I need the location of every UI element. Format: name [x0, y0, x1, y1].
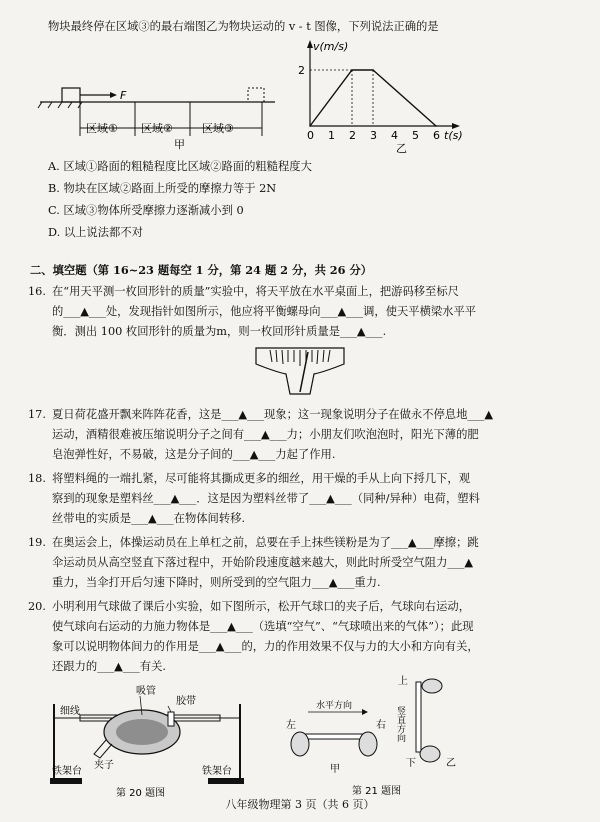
straw-label: 吸管	[136, 686, 156, 697]
figure-q21	[282, 672, 462, 796]
question-15-intro: 物块最终停在区域③的最右端图乙为物块运动的 v - t 图像，下列说法正确的是	[48, 20, 439, 33]
tape-label: 胶带	[176, 696, 196, 707]
force-arrowhead	[110, 92, 117, 98]
pencil-horizontal	[304, 734, 364, 739]
x-tick-label: 1	[328, 129, 335, 142]
x-tick-label: 4	[391, 129, 398, 142]
page-footer: 八年级物理第 3 页（共 6 页）	[225, 798, 375, 811]
x-axis-label: t(s)	[444, 129, 463, 142]
figure-jia	[40, 80, 285, 152]
figure-q20	[50, 684, 245, 799]
question-16-line: 在“用天平测一枚回形针的质量”实验中，将天平放在水平桌面上，把游码移至标尺	[52, 285, 459, 298]
question-20-line: 使气球向右运动的力施力物体是___▲___（选填“空气”、“气球喷出来的气体”）；此现	[52, 620, 474, 633]
question-17-line: 皂泡弹性好，不易破，这是分子间的___▲___力起了作用.	[52, 448, 336, 461]
question-19-number: 19.	[28, 536, 46, 549]
tape	[168, 712, 174, 726]
x-tick-label: 3	[370, 129, 377, 142]
block-final-position	[248, 88, 264, 102]
force-label: F	[120, 89, 127, 102]
question-18-line: 察到的现象是塑料丝___▲___．这是因为塑料丝带了___▲___（同种/异种）电荷，塑料	[52, 492, 480, 505]
question-20-line: 象可以说明物体间力的作用是___▲___的，力的作用效果不仅与力的大小和方向有关，	[52, 640, 479, 653]
data-point	[309, 125, 311, 127]
question-20-line: 小明利用气球做了课后小实验，如下图所示，松开气球口的夹子后，气球向右运动，	[52, 600, 470, 613]
stand-base-right	[208, 778, 244, 784]
top-hand	[422, 679, 442, 693]
data-point	[372, 69, 374, 71]
stand-right-label: 铁架台	[202, 766, 232, 777]
question-17-line: 夏日荷花盛开飘来阵阵花香，这是___▲___现象；这一现象说明分子在做永不停息地___▲	[52, 408, 494, 421]
question-17-number: 17.	[28, 408, 46, 421]
option-a: A. 区域①路面的粗糙程度比区域②路面的粗糙程度大	[48, 160, 312, 173]
pencil-vertical	[416, 682, 421, 752]
clip-label: 夹子	[94, 760, 114, 771]
dial-pointer	[300, 352, 308, 392]
x-tick-label: 6	[433, 129, 440, 142]
label-leader	[168, 706, 171, 712]
question-16-line: 衡．测出 100 枚回形针的质量为m，则一枚回形针质量是___▲___.	[52, 325, 387, 338]
stand-left-label: 铁架台	[52, 766, 82, 777]
question-18-number: 18.	[28, 472, 46, 485]
y-axis-label: v(m/s)	[313, 40, 349, 53]
data-point	[351, 69, 353, 71]
data-point	[435, 125, 437, 127]
question-17-line: 运动，酒精很难被压缩说明分子之间有___▲___力；小朋友们吹泡泡时，阳光下薄的肥	[52, 428, 479, 441]
question-19-line: 伞运动员从高空竖直下落过程中，开始阶段速度越来越大，则此时所受空气阻力___▲	[52, 556, 474, 569]
stand-base-left	[50, 778, 82, 784]
option-b: B. 物块在区域②路面上所受的摩擦力等于 2N	[48, 182, 277, 195]
vt-chart	[296, 36, 476, 156]
region-2-label: 区域②	[141, 122, 173, 135]
x-tick-label: 0	[307, 129, 314, 142]
vertical-label: 竖直方向	[395, 706, 405, 742]
x-tick-label: 5	[412, 129, 419, 142]
question-18-line: 将塑料绳的一端扎紧，尽可能将其撕成更多的细丝，用干燥的手从上向下捋几下，观	[52, 472, 470, 485]
horizontal-label: 水平方向	[316, 701, 353, 711]
question-19-line: 重力，当伞打开后匀速下降时，则所受到的空气阻力___▲___重力.	[52, 576, 381, 589]
question-18-line: 丝带电的实质是___▲___在物体间转移.	[52, 512, 246, 525]
y-tick-label: 2	[298, 64, 305, 77]
option-d: D. 以上说法都不对	[48, 226, 143, 239]
bottom-hand	[420, 746, 440, 762]
down-label: 下	[406, 758, 416, 769]
string-label: 细线	[60, 706, 80, 717]
option-c: C. 区域③物体所受摩擦力逐渐减小到 0	[48, 204, 244, 217]
figure-caption: 第 20 题图	[116, 788, 166, 799]
figure-caption: 第 21 题图	[352, 786, 402, 797]
figure-caption: 乙	[396, 142, 407, 155]
caption-yi: 乙	[446, 758, 456, 769]
question-16-line: 的___▲___处，发现指针如图所示，他应将平衡螺母向___▲___调，使天平横梁水平平	[52, 305, 477, 318]
caption-jia: 甲	[330, 764, 340, 775]
question-19-line: 在奥运会上，体操运动员在上单杠之前，总要在手上抹些镁粉是为了___▲___摩擦；跳	[52, 536, 479, 549]
question-20-number: 20.	[28, 600, 46, 613]
left-label: 左	[286, 720, 296, 731]
right-label: 右	[376, 720, 386, 731]
region-1-label: 区域①	[86, 122, 118, 135]
section-2-heading: 二、填空题（第 16~23 题每空 1 分，第 24 题 2 分，共 26 分）	[30, 263, 373, 277]
figure-caption: 甲	[174, 138, 185, 151]
right-hand	[359, 732, 377, 756]
block	[62, 88, 80, 102]
region-3-label: 区域③	[202, 122, 234, 135]
question-20-line: 还跟力的___▲___有关.	[52, 660, 166, 673]
left-hand	[291, 732, 309, 756]
question-16-number: 16.	[28, 285, 46, 298]
x-tick-label: 2	[349, 129, 356, 142]
up-label: 上	[398, 676, 408, 687]
balance-dial-figure	[250, 342, 350, 400]
